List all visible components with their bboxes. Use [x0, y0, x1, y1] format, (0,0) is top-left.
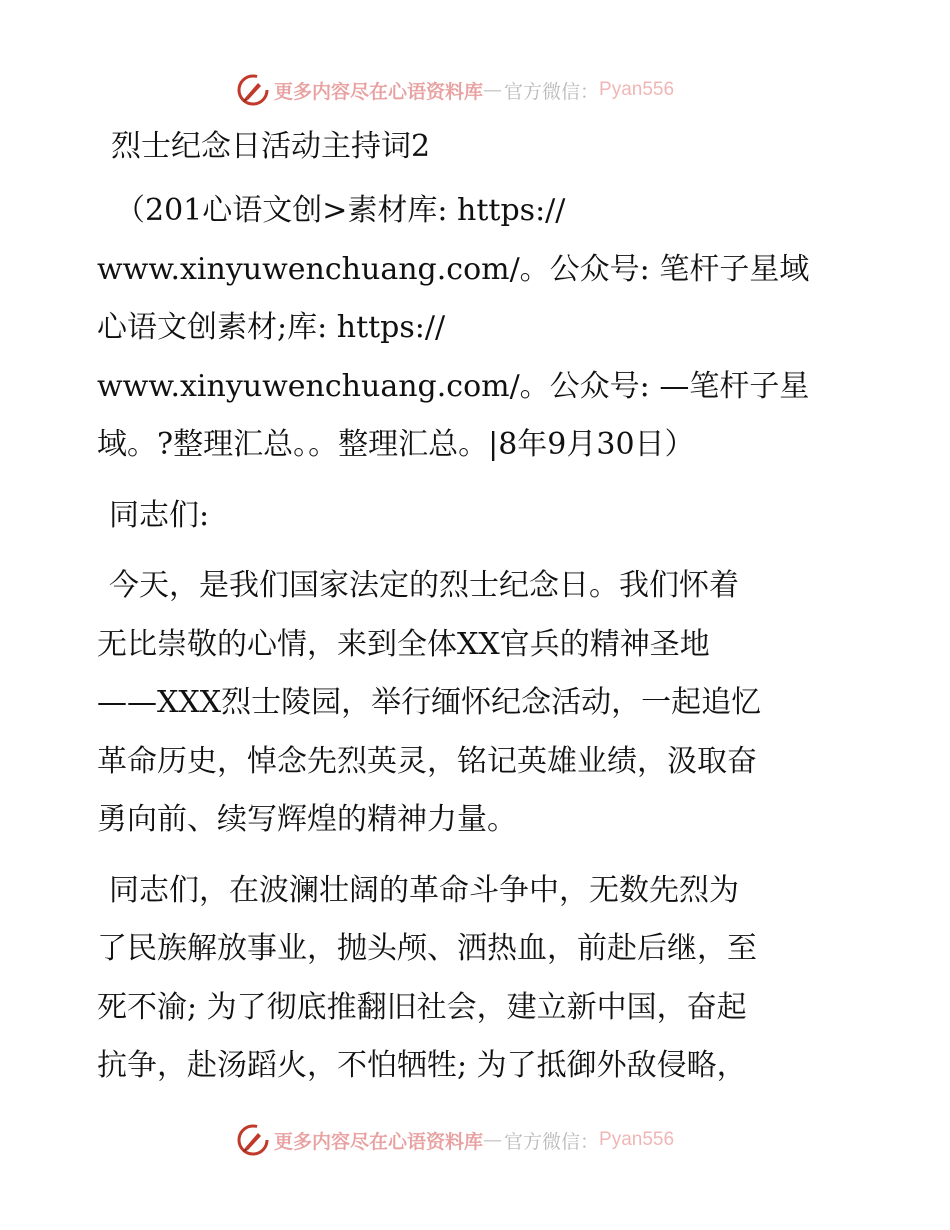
source-line: 心语文创素材;库: https://: [97, 310, 446, 345]
header-promo-text: 更多内容尽在心语资料库: [274, 80, 484, 103]
paragraph-line: 无比崇敬的心情，来到全体XX官兵的精神圣地: [97, 626, 710, 662]
paragraph-line: 革命历史，悼念先烈英灵，铭记英雄业绩，汲取奋: [97, 743, 757, 779]
paragraph-line: 了民族解放事业，抛头颅、洒热血，前赴后继，至: [97, 931, 757, 966]
paragraph-line: 今天，是我们国家法定的烈士纪念日。我们怀着: [109, 568, 739, 603]
paragraph-line: 死不渝; 为了彻底推翻旧社会，建立新中国，奋起: [97, 989, 747, 1025]
footer-separator: —: [483, 1129, 503, 1151]
document-title: 烈士纪念日活动主持词2: [111, 129, 431, 164]
source-line: 域。?整理汇总。。整理汇总。|8年9月30日）: [97, 427, 695, 462]
paragraph-1: [97, 557, 857, 850]
footer-promo-text: 更多内容尽在心语资料库: [274, 1130, 484, 1153]
footer-wechat-id: Pyan556: [599, 1129, 675, 1150]
document-body: [97, 118, 857, 1096]
source-line: （201心语文创>素材库: https://: [115, 193, 566, 228]
source-line: www.xinyuwenchuang.com/。公众号: 笔杆子星域: [97, 251, 810, 287]
paragraph-line: 抗争，赴汤蹈火，不怕牺牲; 为了抵御外敌侵略，: [97, 1048, 747, 1083]
greeting: 同志们:: [109, 497, 210, 533]
header-wechat-label: 官方微信：: [504, 80, 600, 103]
paragraph-line: 勇向前、续写辉煌的精神力量。: [97, 802, 517, 837]
paragraph-line: 同志们，在波澜壮阔的革命斗争中，无数先烈为: [109, 872, 739, 908]
header-separator: —: [483, 79, 503, 101]
footer-wechat-label: 官方微信：: [504, 1130, 600, 1153]
paragraph-line: ——XXX烈士陵园，举行缅怀纪念活动，一起追忆: [97, 685, 762, 720]
pen-logo-icon: [236, 73, 270, 107]
source-line: www.xinyuwenchuang.com/。公众号: —笔杆子星: [97, 368, 810, 404]
pen-logo-icon: [236, 1123, 270, 1157]
header-wechat-id: Pyan556: [599, 79, 675, 100]
source-note: [97, 182, 857, 475]
header-banner: [236, 72, 674, 108]
paragraph-2: [97, 862, 857, 1096]
footer-banner: [236, 1122, 674, 1158]
